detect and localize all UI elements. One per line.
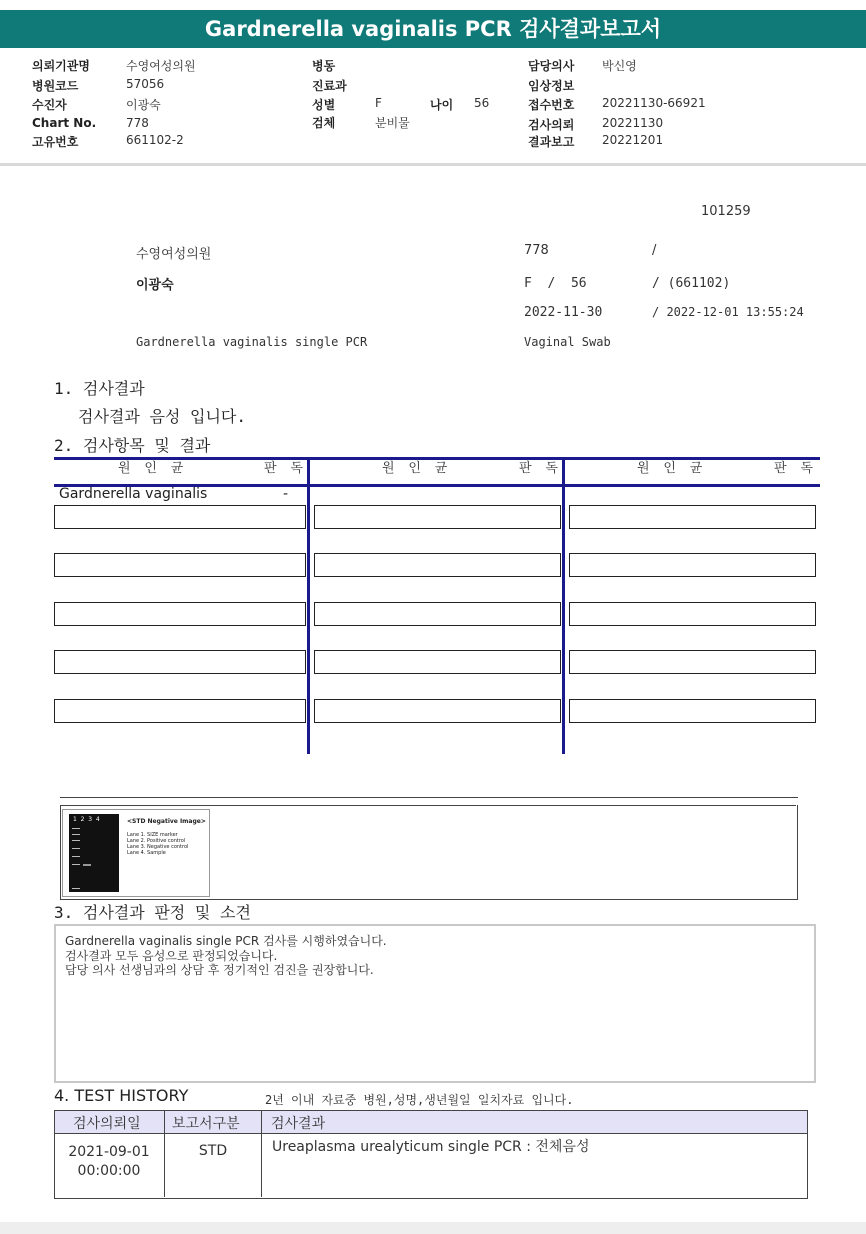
- table-divider-2: [562, 457, 565, 754]
- empty-cell: [314, 602, 561, 626]
- label-report-date: 결과보고: [528, 135, 575, 149]
- section3-heading: 3. 검사결과 판정 및 소견: [54, 903, 251, 922]
- empty-cell: [54, 505, 306, 529]
- value-age: 56: [474, 96, 490, 110]
- value-patient: 이광숙: [126, 98, 161, 112]
- col-result-3: 판 독: [774, 461, 816, 476]
- gel-frame-top: [60, 805, 796, 806]
- col-organism-1: 원 인 균: [118, 461, 187, 476]
- label-unique-no: 고유번호: [32, 135, 79, 149]
- label-institution: 의뢰기관명: [32, 59, 90, 73]
- empty-cell: [569, 650, 816, 674]
- result-value: -: [283, 486, 289, 502]
- findings-line: 검사결과 모두 음성으로 판정되었습니다.: [65, 948, 278, 963]
- section4-heading: 4. TEST HISTORY: [54, 1086, 189, 1105]
- value-specimen: 분비물: [375, 116, 410, 130]
- gel-band: [72, 848, 80, 849]
- value-chart-no: 778: [126, 116, 149, 130]
- label-clinical-info: 임상정보: [528, 79, 575, 93]
- history-divider: [261, 1110, 262, 1197]
- gel-legend-line: Lane 2. Positive control: [127, 838, 186, 844]
- empty-cell: [54, 602, 306, 626]
- empty-cell: [54, 650, 306, 674]
- history-header: [54, 1110, 808, 1134]
- gel-lane-numbers: 1 2 3 4: [73, 816, 100, 823]
- findings-box: [54, 924, 816, 1083]
- value-sex: F: [375, 96, 382, 110]
- value-report-date: 20221201: [602, 133, 664, 147]
- summary-hospital: 수영여성의원: [136, 247, 212, 262]
- value-receipt-no: 20221130-66921: [602, 96, 706, 110]
- table-divider-1: [307, 457, 310, 754]
- summary-code: 101259: [701, 204, 751, 219]
- gel-band: [72, 840, 80, 841]
- summary-test-name: Gardnerella vaginalis single PCR: [136, 335, 368, 349]
- history-col-date: 검사의뢰일: [73, 1116, 141, 1132]
- history-row-result: Ureaplasma urealyticum single PCR : 전체음성: [272, 1139, 590, 1155]
- summary-sex-age: F / 56: [524, 276, 587, 291]
- findings-text: [65, 934, 387, 978]
- value-institution: 수영여성의원: [126, 59, 196, 73]
- empty-cell: [314, 650, 561, 674]
- gel-band-positive: [83, 864, 91, 866]
- empty-cell: [54, 553, 306, 577]
- gel-legend-line: Lane 3. Negative control: [127, 844, 189, 850]
- header-divider: [0, 163, 866, 166]
- empty-cell: [314, 699, 561, 723]
- findings-line: Gardnerella vaginalis single PCR 검사를 시행하였습니다.: [65, 934, 387, 948]
- summary-specimen: Vaginal Swab: [524, 335, 611, 349]
- empty-cell: [54, 699, 306, 723]
- gel-legend-line: Lane 4. Sample: [127, 850, 166, 856]
- col-result-2: 판 독: [519, 461, 561, 476]
- value-doctor: 박신영: [602, 59, 637, 73]
- section1-result-text: 검사결과 음성 입니다.: [78, 407, 247, 426]
- section4-note: 2년 이내 자료중 병원,성명,생년월일 일치자료 입니다.: [265, 1093, 574, 1107]
- findings-line: 담당 의사 선생님과의 상담 후 정기적인 검진을 권장합니다.: [65, 963, 374, 977]
- gel-band: [72, 828, 80, 829]
- label-receipt-no: 접수번호: [528, 98, 575, 112]
- empty-cell: [569, 553, 816, 577]
- gel-title: <STD Negative Image>: [127, 818, 206, 825]
- gel-band: [72, 856, 80, 857]
- header-info: [0, 54, 866, 154]
- gel-image: [62, 809, 210, 897]
- history-date: 2021-09-01: [68, 1144, 150, 1160]
- label-sex: 성별: [312, 98, 336, 112]
- gel-top-rule: [60, 797, 798, 798]
- history-col-result: 검사결과: [271, 1116, 326, 1132]
- empty-cell: [569, 699, 816, 723]
- gel-legend-line: Lane 1. SIZE marker: [127, 832, 178, 838]
- gel-band: [72, 864, 80, 865]
- value-unique-no: 661102-2: [126, 133, 184, 147]
- summary-report-datetime: / 2022-12-01 13:55:24: [652, 305, 804, 319]
- gel-band: [72, 834, 80, 835]
- history-row-date: [56, 1143, 162, 1181]
- history-col-type: 보고서구분: [172, 1116, 240, 1132]
- label-department: 진료과: [312, 79, 347, 93]
- gel-legend: [127, 832, 188, 856]
- summary-request-date: 2022-11-30: [524, 305, 603, 320]
- summary-chart: 778: [524, 243, 549, 258]
- empty-cell: [569, 505, 816, 529]
- result-organism: Gardnerella vaginalis: [59, 486, 208, 502]
- value-request-date: 20221130: [602, 116, 664, 130]
- gel-lanes: [69, 814, 119, 892]
- label-chart-no: Chart No.: [32, 116, 97, 130]
- summary-patient: 이광숙: [136, 278, 174, 293]
- col-organism-2: 원 인 균: [382, 461, 451, 476]
- col-result-1: 판 독: [264, 461, 306, 476]
- label-specimen: 검체: [312, 116, 336, 130]
- label-request-date: 검사의뢰: [528, 118, 575, 132]
- label-doctor: 담당의사: [528, 59, 575, 73]
- empty-cell: [314, 553, 561, 577]
- history-time: 00:00:00: [77, 1163, 141, 1179]
- col-organism-3: 원 인 균: [637, 461, 706, 476]
- section2-heading: 2. 검사항목 및 결과: [54, 436, 211, 455]
- summary-slash: /: [652, 243, 657, 258]
- value-hospital-code: 57056: [126, 77, 165, 91]
- report-title: Gardnerella vaginalis PCR 검사결과보고서: [0, 10, 866, 48]
- label-ward: 병동: [312, 59, 336, 73]
- gel-band: [72, 888, 80, 889]
- label-patient: 수진자: [32, 98, 67, 112]
- page-bottom-bar: [0, 1222, 866, 1234]
- summary-id: / (661102): [652, 276, 731, 291]
- section1-heading: 1. 검사결과: [54, 379, 145, 398]
- history-row-type: STD: [198, 1143, 228, 1159]
- empty-cell: [569, 602, 816, 626]
- label-age: 나이: [430, 98, 454, 112]
- empty-cell: [314, 505, 561, 529]
- label-hospital-code: 병원코드: [32, 79, 79, 93]
